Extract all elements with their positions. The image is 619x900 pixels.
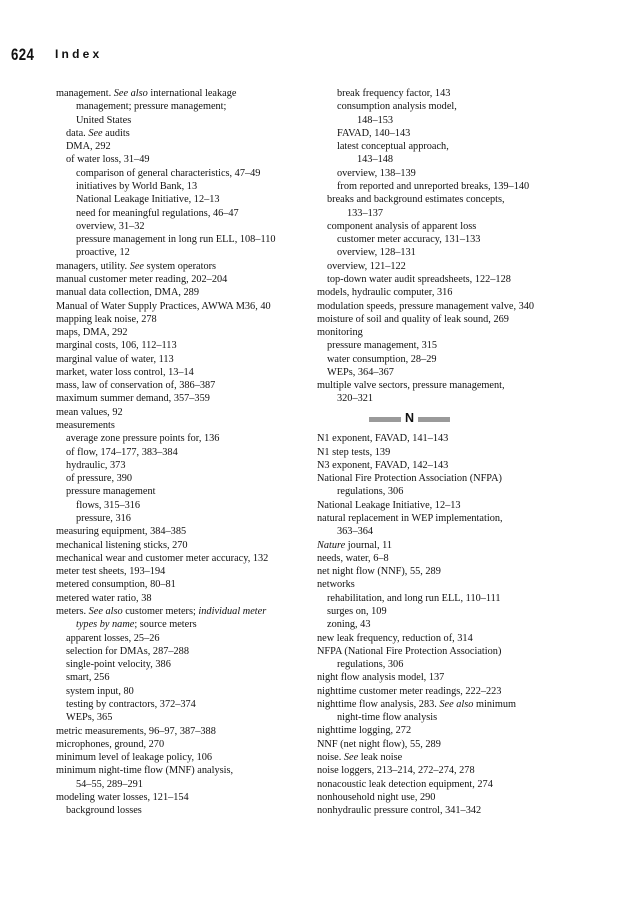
index-entry: overview, 138–139 bbox=[337, 167, 416, 179]
index-entry: moisture of soil and quality of leak sound, 269 bbox=[317, 313, 509, 325]
index-entry: metered consumption, 80–81 bbox=[56, 579, 176, 591]
index-entry-text: data. bbox=[66, 127, 89, 139]
index-entry: break frequency factor, 143 bbox=[337, 88, 451, 99]
heading-rule bbox=[369, 417, 401, 422]
index-entry: NFPA (National Fire Protection Association) bbox=[317, 645, 502, 657]
index-entry-text: meters. bbox=[56, 605, 89, 617]
index-entry: mass, law of conservation of, 386–387 bbox=[56, 380, 216, 392]
index-entry: DMA, 292 bbox=[66, 141, 111, 153]
index-entry: from reported and unreported breaks, 139–140 bbox=[337, 180, 530, 192]
index-entry: NNF (net night flow), 55, 289 bbox=[317, 738, 441, 750]
index-entry: nighttime logging, 272 bbox=[317, 725, 412, 737]
index-entry-italic: Nature bbox=[317, 539, 346, 551]
index-entry-text: ; source meters bbox=[134, 619, 197, 631]
index-entry: pressure, 316 bbox=[76, 513, 131, 524]
index-entry: rehabilitation, and long run ELL, 110–111 bbox=[327, 592, 501, 604]
index-entry-italic: types by name bbox=[76, 619, 135, 631]
index-entry: mean values, 92 bbox=[56, 406, 123, 418]
index-entry: of pressure, 390 bbox=[66, 473, 133, 485]
index-entry: consumption analysis model, bbox=[337, 101, 457, 113]
index-entry: maps, DMA, 292 bbox=[56, 327, 128, 339]
index-entry: United States bbox=[76, 114, 132, 126]
index-entry-text: minimum bbox=[473, 698, 517, 710]
index-entry: water consumption, 28–29 bbox=[327, 353, 437, 365]
index-entry: pressure management, 315 bbox=[327, 340, 438, 352]
index-column-right bbox=[317, 87, 572, 817]
index-entry: selection for DMAs, 287–288 bbox=[66, 645, 189, 657]
index-entry bbox=[317, 698, 572, 711]
index-entry: comparison of general characteristics, 47–49 bbox=[76, 167, 261, 179]
index-entry: National Leakage Initiative, 12–13 bbox=[76, 194, 220, 206]
index-entry: management; pressure management; bbox=[76, 101, 227, 113]
index-entry: mechanical listening sticks, 270 bbox=[56, 539, 188, 551]
index-entry: 363–364 bbox=[337, 526, 374, 538]
index-entry bbox=[56, 618, 306, 631]
index-entry-italic: See bbox=[129, 260, 144, 272]
index-entry: meter test sheets, 193–194 bbox=[56, 566, 166, 578]
index-entry: Manual of Water Supply Practices, AWWA M36, 40 bbox=[56, 300, 271, 312]
index-entry: WEPs, 364–367 bbox=[327, 366, 394, 378]
index-entry: net night flow (NNF), 55, 289 bbox=[317, 566, 441, 578]
index-entry bbox=[56, 87, 306, 100]
index-entry: testing by contractors, 372–374 bbox=[66, 698, 196, 710]
heading-letter: N bbox=[404, 411, 415, 426]
index-entry bbox=[56, 260, 306, 273]
index-entry-italic: individual meter bbox=[198, 605, 267, 617]
index-entry: metered water ratio, 38 bbox=[56, 592, 152, 604]
index-entry-italic: See bbox=[88, 127, 103, 139]
index-entry: zoning, 43 bbox=[327, 619, 371, 631]
index-entry-text: international leakage bbox=[147, 88, 237, 99]
index-entry-italic: See also bbox=[88, 605, 123, 617]
index-entry-text: nighttime flow analysis, 283. bbox=[317, 698, 440, 710]
index-entry: mapping leak noise, 278 bbox=[56, 313, 157, 325]
index-entry: metric measurements, 96–97, 387–388 bbox=[56, 725, 216, 737]
index-entry: market, water loss control, 13–14 bbox=[56, 366, 194, 378]
index-entry: nighttime customer meter readings, 222–223 bbox=[317, 685, 502, 697]
index-entry: nonhousehold night use, 290 bbox=[317, 791, 436, 803]
index-entry: night-time flow analysis bbox=[337, 712, 438, 724]
index-entry: of water loss, 31–49 bbox=[66, 154, 150, 166]
index-entry: single-point velocity, 386 bbox=[66, 659, 171, 671]
index-entry: WEPs, 365 bbox=[66, 712, 113, 724]
index-entry: hydraulic, 373 bbox=[66, 459, 126, 471]
letter-heading bbox=[247, 406, 572, 433]
index-entry: minimum level of leakage policy, 106 bbox=[56, 752, 213, 764]
index-entry: marginal value of water, 113 bbox=[56, 353, 174, 365]
index-entry: modeling water losses, 121–154 bbox=[56, 791, 189, 803]
index-entry: 133–137 bbox=[347, 207, 384, 219]
index-entry: new leak frequency, reduction of, 314 bbox=[317, 632, 473, 644]
index-entry: 143–148 bbox=[357, 154, 394, 166]
index-entry: networks bbox=[317, 579, 355, 591]
index-entry: initiatives by World Bank, 13 bbox=[76, 180, 198, 192]
index-entry: background losses bbox=[66, 805, 142, 817]
index-entry: measuring equipment, 384–385 bbox=[56, 526, 187, 538]
index-entry: mechanical wear and customer meter accuracy, 132 bbox=[56, 552, 269, 564]
index-entry: needs, water, 6–8 bbox=[317, 552, 389, 564]
index-column-left bbox=[56, 87, 306, 817]
index-entry: nonacoustic leak detection equipment, 274 bbox=[317, 778, 493, 790]
index-entry: flows, 315–316 bbox=[76, 499, 141, 511]
index-entry: average zone pressure points for, 136 bbox=[66, 433, 220, 445]
index-entry: models, hydraulic computer, 316 bbox=[317, 287, 453, 299]
index-entry-text: customer meters; bbox=[122, 605, 199, 617]
index-entry: component analysis of apparent loss bbox=[327, 220, 477, 232]
index-entry: regulations, 306 bbox=[337, 486, 404, 498]
index-entry bbox=[56, 605, 306, 618]
index-entry: pressure management bbox=[66, 486, 156, 498]
index-entry: manual customer meter reading, 202–204 bbox=[56, 273, 228, 285]
index-entry: microphones, ground, 270 bbox=[56, 738, 165, 750]
index-entry: manual data collection, DMA, 289 bbox=[56, 287, 199, 299]
index-entry: customer meter accuracy, 131–133 bbox=[337, 234, 481, 246]
index-entry: National Fire Protection Association (NFPA) bbox=[317, 473, 502, 485]
index-entry-text: management. bbox=[56, 88, 114, 99]
index-entry: top-down water audit spreadsheets, 122–128 bbox=[327, 273, 511, 285]
index-entry: 54–55, 289–291 bbox=[76, 778, 143, 790]
index-entry: N1 step tests, 139 bbox=[317, 446, 391, 458]
index-entry-italic: See also bbox=[439, 698, 474, 710]
index-entry: National Leakage Initiative, 12–13 bbox=[317, 499, 461, 511]
index-entry: breaks and background estimates concepts, bbox=[327, 194, 505, 206]
running-head: Index bbox=[55, 47, 103, 61]
index-entry: FAVAD, 140–143 bbox=[337, 127, 411, 139]
index-entry: measurements bbox=[56, 420, 115, 432]
index-entry bbox=[56, 127, 306, 140]
index-entry: 320–321 bbox=[337, 393, 374, 405]
index-entry: overview, 121–122 bbox=[327, 260, 406, 272]
index-entry: modulation speeds, pressure management valve, 340 bbox=[317, 300, 535, 312]
index-entry: of flow, 174–177, 383–384 bbox=[66, 446, 178, 458]
index-entry: maximum summer demand, 357–359 bbox=[56, 393, 210, 405]
index-entry: surges on, 109 bbox=[327, 605, 387, 617]
index-entry-text: system operators bbox=[143, 260, 217, 272]
heading-rule bbox=[418, 417, 450, 422]
index-entry bbox=[317, 751, 572, 764]
index-entry-text: managers, utility. bbox=[56, 260, 130, 272]
index-entry: overview, 31–32 bbox=[76, 220, 145, 232]
index-entry: need for meaningful regulations, 46–47 bbox=[76, 207, 239, 219]
index-entry: system input, 80 bbox=[66, 685, 134, 697]
index-entry-text: audits bbox=[102, 127, 130, 139]
index-entry: N1 exponent, FAVAD, 141–143 bbox=[317, 433, 449, 445]
index-entry: marginal costs, 106, 112–113 bbox=[56, 340, 177, 352]
index-entry: latest conceptual approach, bbox=[337, 141, 449, 153]
index-entry-text: leak noise bbox=[358, 752, 403, 764]
index-entry-italic: See bbox=[343, 752, 359, 764]
index-entry: pressure management in long run ELL, 108–110 bbox=[76, 234, 276, 246]
index-entry: 148–153 bbox=[357, 114, 394, 126]
index-entry-text: noise. bbox=[317, 752, 344, 764]
index-entry: multiple valve sectors, pressure management, bbox=[317, 380, 505, 392]
index-entry: N3 exponent, FAVAD, 142–143 bbox=[317, 459, 449, 471]
index-entry: proactive, 12 bbox=[76, 247, 130, 259]
index-entry: monitoring bbox=[317, 327, 363, 339]
index-entry: overview, 128–131 bbox=[337, 247, 416, 259]
index-entry: night flow analysis model, 137 bbox=[317, 672, 445, 684]
index-entry: nonhydraulic pressure control, 341–342 bbox=[317, 805, 482, 817]
page-number: 624 bbox=[11, 45, 35, 64]
index-entry: smart, 256 bbox=[66, 672, 110, 684]
index-entry: apparent losses, 25–26 bbox=[66, 632, 160, 644]
index-entry: minimum night-time flow (MNF) analysis, bbox=[56, 765, 234, 777]
index-entry: natural replacement in WEP implementation, bbox=[317, 512, 503, 524]
index-entry: regulations, 306 bbox=[337, 659, 404, 671]
index-entry-text: journal, 11 bbox=[345, 539, 393, 551]
index-entry bbox=[317, 539, 572, 552]
index-entry-italic: See also bbox=[113, 88, 148, 99]
index-entry: noise loggers, 213–214, 272–274, 278 bbox=[317, 765, 475, 777]
